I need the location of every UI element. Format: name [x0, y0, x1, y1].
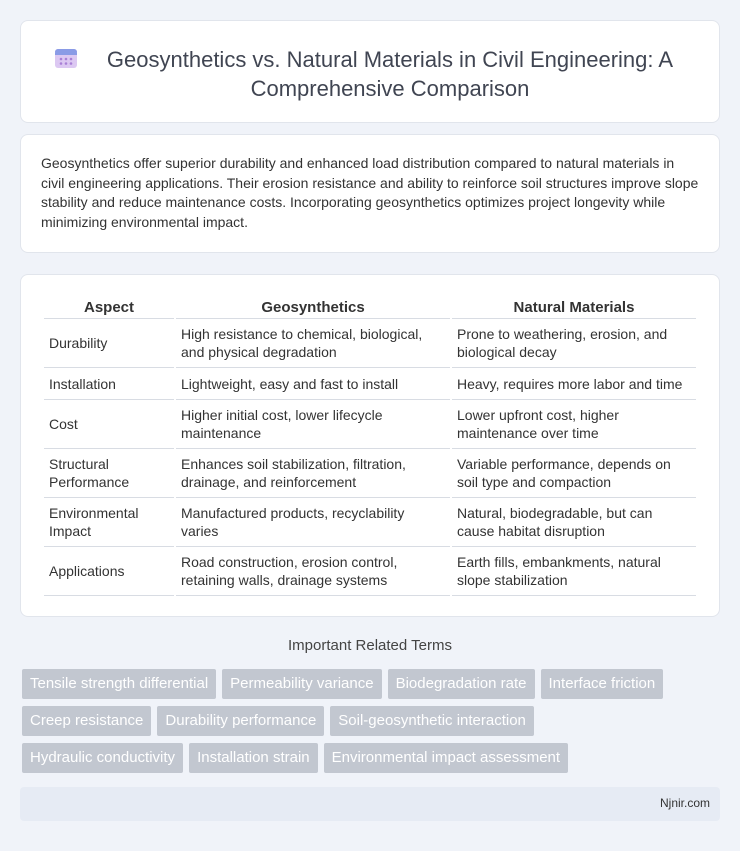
tag-soil-geosynthetic-interaction[interactable]: Soil-geosynthetic interaction	[330, 706, 534, 736]
tag-row	[22, 706, 722, 736]
table-row	[44, 449, 696, 498]
footer	[20, 787, 720, 821]
table-cell-aspect: Applications	[44, 547, 174, 596]
tag-biodegradation-rate[interactable]: Biodegradation rate	[388, 669, 535, 699]
table-row	[44, 368, 696, 400]
table-cell-geosynthetics: Enhances soil stabilization, filtration, drainage, and reinforcement	[176, 449, 450, 498]
table-cell-aspect: Cost	[44, 400, 174, 449]
tag-environmental-impact-assessment[interactable]: Environmental impact assessment	[324, 743, 568, 773]
table-cell-natural: Prone to weathering, erosion, and biological decay	[452, 319, 696, 368]
title-card	[20, 20, 720, 123]
tag-installation-strain[interactable]: Installation strain	[189, 743, 318, 773]
tag-tensile-strength-differential[interactable]: Tensile strength differential	[22, 669, 216, 699]
tag-durability-performance[interactable]: Durability performance	[157, 706, 324, 736]
table-cell-geosynthetics: Road construction, erosion control, retaining walls, drainage systems	[176, 547, 450, 596]
table-cell-aspect: Structural Performance	[44, 449, 174, 498]
tag-interface-friction[interactable]: Interface friction	[541, 669, 664, 699]
page-title: Geosynthetics vs. Natural Materials in Civil Engineering: A Comprehensive Comparison	[106, 47, 674, 101]
table-cell-natural: Earth fills, embankments, natural slope stabilization	[452, 547, 696, 596]
table-cell-geosynthetics: High resistance to chemical, biological, and physical degradation	[176, 319, 450, 368]
table-header-row	[44, 296, 696, 319]
table-cell-natural: Lower upfront cost, higher maintenance over time	[452, 400, 696, 449]
related-terms-title: Important Related Terms	[288, 637, 452, 654]
column-header-aspect: Aspect	[44, 296, 174, 319]
comparison-card	[20, 274, 720, 617]
tag-permeability-variance[interactable]: Permeability variance	[222, 669, 381, 699]
table-cell-geosynthetics: Manufactured products, recyclability varies	[176, 498, 450, 547]
table-cell-geosynthetics: Higher initial cost, lower lifecycle maintenance	[176, 400, 450, 449]
tag-hydraulic-conductivity[interactable]: Hydraulic conductivity	[22, 743, 183, 773]
footer-site-link[interactable]: Njnir.com	[659, 796, 710, 810]
table-cell-natural: Heavy, requires more labor and time	[452, 368, 696, 400]
tag-row	[22, 743, 722, 773]
table-row	[44, 319, 696, 368]
table-cell-natural: Variable performance, depends on soil type and compaction	[452, 449, 696, 498]
table-cell-aspect: Environmental Impact	[44, 498, 174, 547]
table-cell-aspect: Installation	[44, 368, 174, 400]
table-row	[44, 498, 696, 547]
column-header-natural-materials: Natural Materials	[452, 296, 696, 319]
table-cell-geosynthetics: Lightweight, easy and fast to install	[176, 368, 450, 400]
intro-card	[20, 134, 720, 253]
table-row	[44, 400, 696, 449]
table-row	[44, 547, 696, 596]
comparison-table	[42, 296, 698, 596]
table-cell-natural: Natural, biodegradable, but can cause habitat disruption	[452, 498, 696, 547]
table-cell-aspect: Durability	[44, 319, 174, 368]
intro-paragraph: Geosynthetics offer superior durability and enhanced load distribution compared to natural materials in civil engineering applications. Their erosion resistance and ability to reinforce soil structures improve slope stability and reduce maintenance costs. Incorporating geosynthetics optimizes project longevity while minimizing environmental impact.	[41, 155, 699, 230]
related-terms-list	[22, 669, 722, 780]
tag-row	[22, 669, 722, 699]
column-header-geosynthetics: Geosynthetics	[176, 296, 450, 319]
tag-creep-resistance[interactable]: Creep resistance	[22, 706, 151, 736]
